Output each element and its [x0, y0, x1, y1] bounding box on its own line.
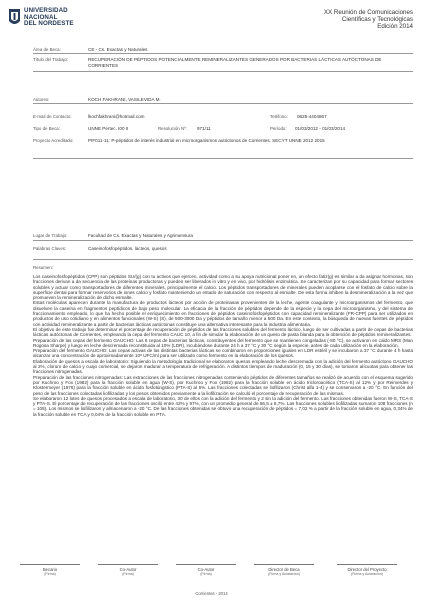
- proyecto-label: Proyecto Acreditado:: [33, 138, 74, 143]
- palabras-value: Caseinofosfopéptidos, lácteos, quesos: [88, 246, 167, 251]
- abstract-paragraph: Estas moléculas aparecen durante la manufactura de productos lácteos por acción de proteinasas provenientes de la leche, agente coagulante y microorganismos del fermento, que disuelven la caseína en fragmentos peptídicos de bajo peso molecular. La eficacia de la fracción de péptidos depende de la especie y la cepa del microorganismo, y del sistema de fraccionamiento empleado, lo que ha hecho posible el enriquecimiento en fracciones de péptidos caseinofosfopéptidos con capacidad remineralizante (FR-CPP) para ser utilizados en productos de uso cotidiano y en alimentos funcionales (W-S) (S), de 500-3000 Da y péptidos de tamaño menor a 500 Da. En este contexto, la búsqueda de nuevas fuentes de péptidos con actividad remineralizante a partir de bacterias lácticas autóctonas constituye una alternativa interesante para la industria alimentaria.: [33, 300, 413, 327]
- signature-becario: [20, 564, 80, 576]
- divider: [33, 259, 413, 260]
- divider: [33, 158, 413, 159]
- resolucion-value: 971/11: [197, 126, 211, 131]
- divider: [33, 240, 413, 241]
- signature-sub: (Firma y Aclaración): [268, 572, 300, 576]
- area-value: CE - Cs. Exactas y Naturales: [88, 47, 148, 52]
- email-value: lkochfakhrani@hotmail.com: [88, 114, 145, 119]
- footer-location: Corrientes - 2014: [195, 591, 228, 596]
- signature-role: Co-Autor: [197, 567, 215, 572]
- event-line-1: XX Reunión de Comunicaciones: [323, 9, 413, 16]
- abstract-paragraph: Se elaboraron 12 lotes de quesos procesados a escala de laboratorio, 30 de ellos con la adición del fermento y 2 sin la adición del fermento. Las fracciones obtenidas fueron W-S, TCA-S y PTA-S. El porcentaje de recuperación de las fracciones osciló entre 42% y 97%, con un promedio general de 86,5 ± 6,7%. Las fracciones solubles liofilizadas sumaron 108 fracciones (n = 108). Los mismos se liofilizaron y almacenaron a -20 °C. De las fracciones obtenidas se obtuvo una recuperación de péptidos = 7,02 % a partir de la fracción soluble en agua, 0,34% de la fracción soluble en TCA y 0,04% de la fracción soluble en PTA.: [33, 395, 413, 417]
- signature-role: Co-Autor: [119, 567, 137, 572]
- event-line-3: Edición 2014: [377, 23, 413, 31]
- abstract-body: [33, 274, 413, 417]
- university-logo: [8, 8, 88, 30]
- divider: [33, 71, 413, 72]
- abstract-paragraph: Los caseinofosfopéptidos (CPP) son péptidos SU/(g) con tu activos que ejercen, actividad como a su apoya nutricional poner en, un efecto fatiz(g) es similar a da asignar hormonas, son fracciones derivan a da secuencia de las proteínas productoras y pueden ser liberados in vitro y en vivo, por hidrólisis enzimática. Se caracterizan por su capacidad para formar sectores solubles y actuar como transportadores de diferentes minerales, principalmente el calcio. Los péptidos transportadores de minerales pueden acoplarse con el fosfato de calcio sobre la superficie dental para formar reservorios de iones calcio y fosfato manteniendo un estado de saturación con respecto al esmalte. De esta forma inhiben la desmineralización a la vez que promueven la remineralización de dicho esmalte.: [33, 274, 413, 301]
- signature-line: [98, 564, 158, 565]
- signature-sub: (Firma): [200, 572, 212, 576]
- titulo-label: Título del Trabajo:: [33, 57, 69, 62]
- telefono-label: Teléfono:: [270, 114, 288, 119]
- tipo-label: Tipo de Beca:: [33, 126, 60, 131]
- email-label: E-mail de Contacto:: [33, 114, 72, 119]
- signature-director-proyecto: [337, 564, 397, 576]
- resolucion-label: Resolución Nº:: [158, 126, 187, 131]
- signature-line: [254, 564, 314, 565]
- signature-line: [337, 564, 397, 565]
- event-title: [324, 9, 413, 31]
- university-name: UNIVERSIDAD NACIONAL DEL NORDESTE: [24, 7, 74, 28]
- autores-label: Autores:: [33, 97, 50, 102]
- signature-sub: (Firma y Aclaración): [351, 572, 383, 576]
- area-label: Área de Beca:: [33, 47, 61, 52]
- resumen-heading: Resumen:: [33, 265, 54, 270]
- divider: [33, 53, 413, 54]
- signature-role: Becario: [42, 567, 58, 572]
- abstract-paragraph: Preparación de las cepas del fermento GAUCHO: Las 6 cepas de bacterias lácticas, constituyentes del fermento que se mantienen congeladas (-80 °C), se activaron en caldo MRS (Man Rogosa Sharpe) y luego en leche descremada reconstituida al 10% (LDR), incubándose durante 24 h a 37 °C y 30 °C según la especie, antes de cada utilización en la elaboración.: [33, 337, 413, 348]
- divider: [33, 103, 413, 104]
- signature-role: Director de Beca: [268, 567, 300, 572]
- autores-value: KOCH FAKHRANI, VASILEVIDA M.: [88, 97, 161, 102]
- lugar-value: Facultad de Cs. Exactas y Naturales y Agrimensura: [88, 233, 193, 238]
- proyecto-value: PIF011-11: P-péptidos de interés industrial en microorganismos autóctonos de Corrientes. SECYT UNNE 2012 2015: [88, 138, 325, 143]
- tipo-value: UNNE Pertec. I00 II: [88, 126, 129, 131]
- signature-role: Director del Proyecto: [347, 567, 387, 572]
- abstract-paragraph: Elaboración de quesos a escala de laboratorio: Siguiendo la metodología tradicional se elaboraron quesos empleando leche descremada con la adición del fermento autóctono GAUCHO al 2%, cloruro de calcio y cuajo comercial, se dejaron madurar a temperatura de refrigeración. A distintos tiempos de maduración (0, 15 y 30 días), se tomaron alícuotas para obtener las fracciones nitrogenadas.: [33, 358, 413, 375]
- titulo-value: RECUPERACIÓN DE PÉPTIDOS POTENCIALMENTE REMINERALIZANTES GENERADOS POR BACTERIAS LÁCTICAS AUTÓCTONAS DE CORRIENTES: [88, 57, 382, 68]
- event-line-2: Científicas y Tecnológicas: [341, 16, 413, 24]
- abstract-paragraph: Preparación del fermento GAUCHO: Las cepas activas de las distintas bacterias lácticas se combinaron en proporciones iguales en LDR estéril y se incubaron a 37 °C durante 4 h hasta alcanzar una concentración de aproximadamente 10⁸ UFC/ml para ser utilizado como fermento en la elaboración de los quesos.: [33, 348, 413, 359]
- telefono-value: 0625-4404867: [297, 114, 327, 119]
- university-seal-icon: [8, 8, 21, 28]
- lugar-label: Lugar de Trabajo:: [33, 233, 68, 238]
- signature-line: [20, 564, 80, 565]
- signature-director-beca: [254, 564, 314, 576]
- signature-sub: (Firma): [44, 572, 56, 576]
- signature-line: [176, 564, 236, 565]
- periodo-value: 01/03/2012 - 01/03/2014: [295, 126, 346, 131]
- palabras-label: Palabras Claves:: [33, 246, 67, 251]
- signature-sub: (Firma): [122, 572, 134, 576]
- abstract-paragraph: El objetivo de este trabajo fue determinar el porcentaje de recuperación de péptidos de las fracciones solubles del fermento láctico, luego de ser cultivadas a partir de cepas de bacterias lácticas autóctonas de Corrientes, empleando la cepa del fermento CAUC 10, a fin de simular la elaboración de un queso de pasta blanda para la obtención de péptidos remineralizantes.: [33, 326, 413, 338]
- periodo-label: Período:: [270, 126, 287, 131]
- signature-coautor-2: [176, 564, 236, 576]
- abstract-paragraph: Preparación de las fracciones nitrogenadas: Las extracciones de las fracciones nitrogenadas conteniendo péptidos de diferentes tamaños se realizó de acuerdo con el esquema sugerido por Kuchroo y Fox (1982) para la fracción soluble en agua (W-S), por Kuchroo y Fox (1982) para la fracción soluble en ácido tricloroacético (TCA-S) al 12% y por Reimerdes y Klostermeyer (1976) para la fracción soluble en ácido fosfotúngstico (PTA-S) al 5%. Las fracciones colectadas se liofilizaron (Christ alfa 1-4) y se conservaron a -20 °C. En función del peso de las fracciones colectadas liofilizadas y los pesos obtenidos previamente a la liofilización se calculó el porcentaje de recuperación de las mismas.: [33, 374, 413, 396]
- signature-coautor-1: [98, 564, 158, 576]
